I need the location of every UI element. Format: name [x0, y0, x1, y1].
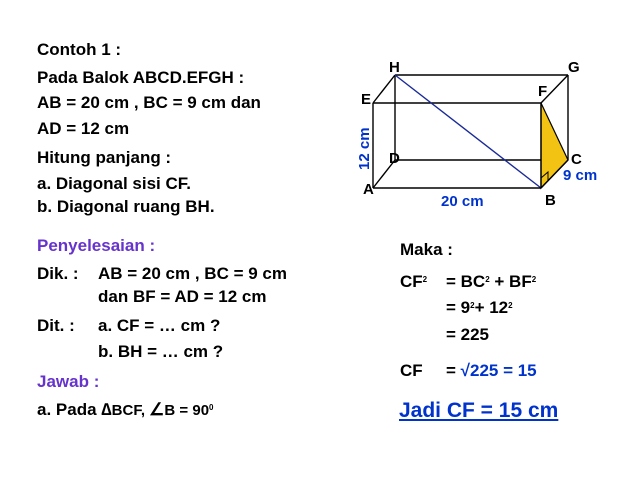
- cf-exponent: 2: [422, 275, 428, 284]
- problem-line-4: Hitung panjang :: [37, 148, 172, 167]
- question-a: a. Diagonal sisi CF.: [37, 174, 191, 193]
- calc-cf-label: CF: [400, 361, 423, 380]
- asked-line-1: a. CF = … cm ?: [98, 316, 221, 335]
- twelve-exponent: 2: [508, 301, 513, 310]
- diagonal-bh: [395, 75, 541, 188]
- calc-equation-3: = 225: [446, 325, 490, 344]
- problem-line-3: AD = 12 cm: [37, 119, 130, 138]
- degree-marker: 0: [209, 403, 214, 412]
- result-value: √225 = 15: [460, 361, 537, 380]
- conclusion: Jadi CF = 15 cm: [399, 399, 559, 422]
- triangle-name: BCF,: [111, 402, 150, 419]
- vertex-d: D: [389, 150, 400, 167]
- angle-symbol: ∠: [149, 400, 165, 419]
- vertex-e: E: [361, 91, 372, 108]
- vertex-g: G: [568, 59, 580, 76]
- edge-eh: [373, 75, 395, 103]
- triangle-statement-prefix: a. Pada: [37, 400, 102, 419]
- eq1-bf: + BF: [489, 272, 532, 291]
- given-label: Dik. :: [37, 264, 79, 283]
- length-ab-label: 20 cm: [441, 193, 484, 210]
- vertex-f: F: [538, 83, 548, 100]
- eq2-nine: = 9: [446, 298, 471, 317]
- angle-text: B = 90: [164, 402, 210, 419]
- problem-line-2: AB = 20 cm , BC = 9 cm dan: [37, 93, 261, 112]
- result-prefix: =: [446, 361, 461, 380]
- answer-label: Jawab :: [37, 372, 100, 391]
- triangle-symbol: ∆: [101, 400, 112, 419]
- vertex-b: B: [545, 192, 556, 209]
- solution-heading: Penyelesaian :: [37, 236, 156, 255]
- calc-heading: Maka :: [400, 240, 453, 259]
- cf-label: CF: [400, 272, 423, 291]
- asked-label: Dit. :: [37, 316, 75, 335]
- given-line-2: dan BF = AD = 12 cm: [98, 287, 267, 306]
- problem-line-1: Pada Balok ABCD.EFGH :: [37, 68, 245, 87]
- vertex-h: H: [389, 59, 400, 76]
- eq1-bc: = BC: [446, 272, 486, 291]
- eq2-twelve: + 12: [474, 298, 509, 317]
- nine-exponent: 2: [470, 301, 475, 310]
- vertex-c: C: [571, 151, 582, 168]
- length-ae-label: 12 cm: [356, 127, 373, 170]
- given-line-1: AB = 20 cm , BC = 9 cm: [98, 264, 287, 283]
- bc-exponent: 2: [485, 275, 490, 284]
- vertex-a: A: [363, 181, 374, 198]
- bf-exponent: 2: [531, 275, 537, 284]
- asked-line-2: b. BH = … cm ?: [98, 342, 224, 361]
- example-title: Contoh 1 :: [37, 40, 122, 59]
- question-b: b. Diagonal ruang BH.: [37, 197, 215, 216]
- length-bc-label: 9 cm: [563, 167, 598, 184]
